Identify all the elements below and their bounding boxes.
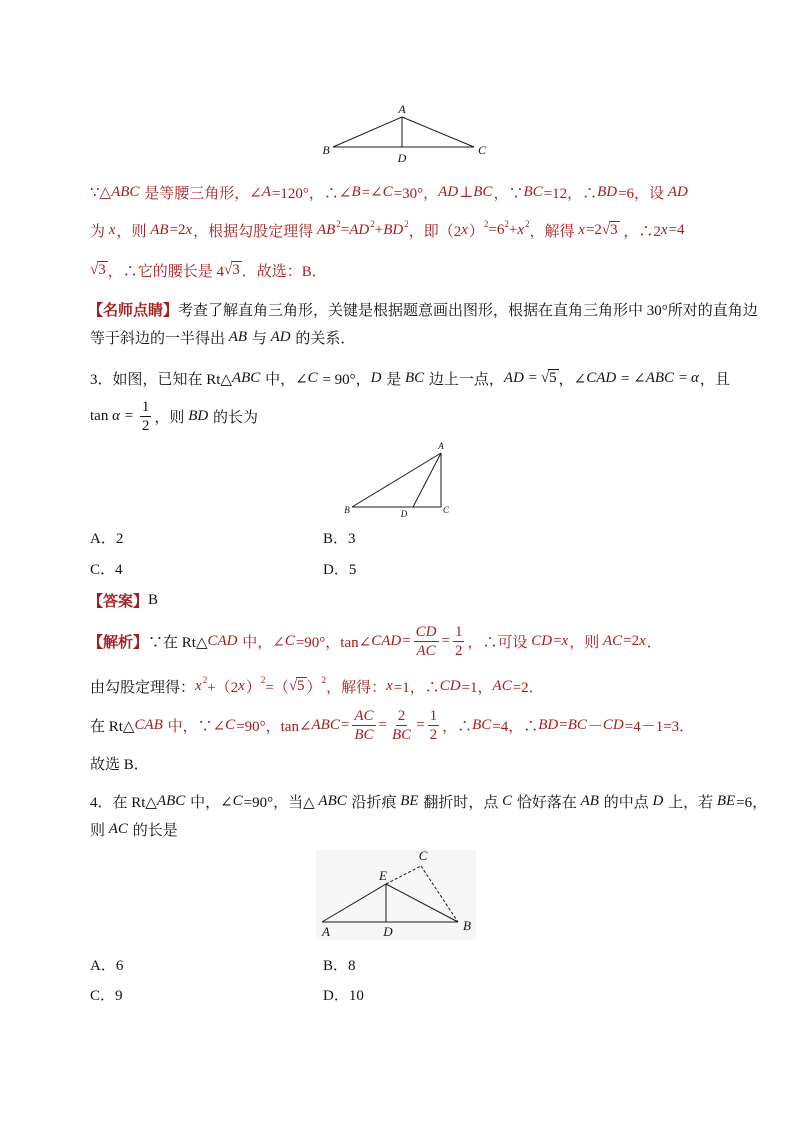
solution-line-2 [90, 210, 685, 250]
text: ，∴2 [619, 223, 661, 240]
solution-line-1 [90, 172, 689, 212]
side-ab [352, 453, 441, 507]
text: =12，∴ [543, 185, 598, 202]
text: 是 [382, 371, 405, 388]
numerator: 1 [141, 398, 150, 415]
variable: C [382, 183, 393, 200]
variable: A [261, 183, 271, 200]
variable: x [185, 221, 193, 238]
square-root [90, 261, 108, 279]
figure-right-triangle [340, 440, 455, 522]
text: ，∴它的腰长是 4 [107, 263, 224, 280]
text: =6 [488, 221, 505, 238]
fraction [414, 623, 439, 660]
variable: AB [580, 792, 599, 809]
label-d: D [400, 509, 408, 519]
text: =30°， [393, 185, 439, 202]
variable: CD [531, 632, 553, 649]
text: = [559, 716, 568, 733]
text: ） [245, 679, 261, 696]
text: ⊥ [459, 184, 474, 201]
text: = [524, 369, 541, 386]
superscript: 2 [504, 219, 509, 229]
variable: C [232, 792, 243, 809]
label-a: A [322, 924, 330, 939]
variable: C [225, 716, 236, 733]
denominator: 2 [141, 417, 150, 434]
variable: ABC [318, 792, 347, 809]
answer-tag: 【答案】 [88, 593, 149, 610]
text: =90°，当△ [243, 794, 319, 811]
text: 为 [90, 223, 109, 240]
option-d [323, 974, 364, 1014]
option-d [323, 548, 356, 588]
text: ∵在 Rt△ [148, 634, 208, 651]
label-e: E [379, 868, 387, 883]
tip-line-2 [90, 317, 355, 357]
option-label: D．5 [323, 561, 357, 578]
text: ，∠ [558, 371, 587, 388]
option-c [90, 974, 123, 1014]
text: ，根据勾股定理得 [193, 223, 317, 240]
variable: AB [150, 221, 169, 238]
text: 故选 B． [90, 756, 149, 773]
variable: x [517, 221, 525, 238]
text: =90°，tan∠ [295, 634, 372, 651]
variable: x [108, 221, 116, 238]
variable: D [652, 792, 664, 809]
text: = ∠ [617, 370, 646, 387]
variable: BC [472, 716, 492, 733]
tip-tag: 【名师点睛】 [88, 302, 179, 319]
text: =4 [668, 221, 685, 238]
square-root [541, 369, 559, 387]
radicand: √ 5 [297, 678, 305, 695]
variable: ABC [645, 369, 675, 386]
text: 中，∵∠ [163, 718, 226, 735]
option-label: C．9 [90, 987, 123, 1004]
text: 与 [248, 330, 271, 347]
variable: CAB [134, 716, 163, 733]
text: =2 [169, 221, 186, 238]
analysis-tag: 【解析】 [88, 634, 149, 651]
option-label: B．8 [323, 957, 356, 974]
variable: x [461, 221, 468, 238]
variable: CD [602, 716, 624, 733]
text: = [402, 632, 411, 649]
text: 考查了解直角三角形，关键是根据题意画出图形，根据在直角三角形中 30°所对的直角边 [178, 302, 758, 319]
answer-value: B [148, 591, 159, 608]
numerator: 1 [429, 707, 438, 724]
radicand: √ 3 [610, 222, 618, 239]
variable: x [660, 221, 668, 238]
variable: BE [400, 792, 419, 809]
text: 的中点 [599, 794, 653, 811]
text: = [340, 716, 350, 733]
variable: BD [538, 716, 559, 733]
variable: CAD [371, 632, 402, 649]
numerator: CD [415, 623, 437, 640]
text: ． [646, 634, 662, 651]
text: = [120, 407, 137, 424]
numerator: 1 [454, 623, 463, 640]
superscript: 2 [260, 675, 266, 685]
text: =4，∴ [492, 718, 539, 735]
text: － [587, 718, 603, 735]
text: 的长为 [209, 409, 258, 426]
variable: ABC [231, 369, 261, 386]
text: ） [468, 223, 484, 240]
label-d: D [383, 924, 393, 939]
text: ） [306, 679, 322, 696]
fraction [390, 707, 413, 744]
text: ，则 [154, 409, 189, 426]
variable: AD [667, 183, 688, 200]
text: 由勾股定理得： [90, 679, 196, 696]
text: = [675, 369, 692, 386]
label-d: D [397, 151, 407, 165]
variable: AB [228, 328, 248, 345]
text: 上，若 [664, 794, 717, 811]
text: 4．在 Rt△ [90, 794, 157, 811]
text: ，则 [116, 223, 151, 240]
variable: x [561, 632, 569, 649]
variable: BE [716, 792, 736, 809]
option-label: A．6 [90, 957, 124, 974]
text: =6， [736, 794, 768, 811]
text: 是等腰三角形，∠ [140, 185, 262, 202]
text: 则 [90, 822, 109, 839]
variable: C [307, 369, 318, 386]
variable: BC [473, 183, 493, 200]
superscript: 2 [336, 219, 341, 229]
text: =2 [585, 221, 602, 238]
variable: x [386, 677, 393, 694]
variable: C [502, 792, 513, 809]
variable: BC [567, 716, 587, 733]
text: = 90°， [318, 371, 371, 388]
variable: x [639, 632, 646, 649]
denominator: 2 [429, 726, 438, 743]
text: +（2 [207, 679, 239, 696]
variable: AC [492, 677, 512, 694]
variable: ABC [311, 716, 340, 733]
analysis-line-3 [90, 705, 694, 745]
variable: BC [404, 369, 425, 386]
side-ab [333, 117, 402, 147]
text: =（ [265, 679, 289, 696]
text: ，则 [569, 634, 603, 651]
text: =1，∴ [393, 679, 440, 696]
text: ，且 [699, 371, 730, 388]
figure-folded-triangle [314, 846, 480, 942]
variable: D [370, 369, 382, 386]
text: + [374, 221, 384, 238]
variable: AD [503, 369, 524, 386]
variable: ABC [156, 792, 186, 809]
numerator: 2 [397, 707, 406, 724]
label-b: B [463, 918, 471, 933]
label-c: C [442, 505, 450, 515]
variable: BD [597, 183, 618, 200]
variable: BD [188, 407, 209, 424]
problem-4-line-2 [90, 809, 178, 849]
text: =2． [512, 679, 544, 696]
superscript: 2 [202, 675, 208, 685]
variable: α [112, 407, 120, 424]
text: ，∴可设 [467, 634, 532, 651]
variable: B [351, 183, 361, 200]
text: =120°，∴∠ [271, 185, 352, 202]
variable: CD [439, 677, 461, 694]
text: 中，∠ [238, 634, 285, 651]
text: ，∴ [442, 718, 473, 735]
superscript: 2 [321, 675, 327, 685]
denominator: BC [354, 726, 374, 743]
square-root [224, 261, 242, 279]
variable: x [195, 677, 202, 694]
option-label: B．3 [323, 530, 356, 547]
text: = [340, 221, 350, 238]
denominator: 2 [454, 642, 463, 659]
variable: AB [316, 221, 336, 238]
text: 的长是 [128, 822, 178, 839]
answer-line [88, 580, 158, 620]
label-a: A [438, 441, 444, 451]
analysis-line-4 [90, 743, 149, 783]
text: 在 Rt△ [90, 718, 135, 735]
radicand: √ 5 [549, 370, 557, 387]
denominator: AC [416, 642, 436, 659]
text: 3．如图，已知在 Rt△ [90, 371, 232, 388]
text: 的关系． [291, 330, 356, 347]
text: = [553, 632, 562, 649]
text: =90°，tan∠ [236, 718, 312, 735]
text: =1， [461, 679, 493, 696]
text: 翻折时，点 [419, 794, 503, 811]
square-root [602, 221, 620, 239]
label-b: B [344, 505, 350, 515]
text: = [416, 716, 425, 733]
text: = [378, 716, 387, 733]
denominator: BC [391, 726, 412, 743]
fraction [453, 623, 465, 660]
text: 等于斜边的一半得出 [90, 330, 229, 347]
analysis-line-2 [90, 666, 544, 706]
text: =∠ [361, 184, 383, 201]
figure-background [316, 850, 476, 940]
variable: AC [602, 632, 623, 649]
text: ，∵ [493, 185, 524, 202]
text: =6，设 [618, 185, 668, 202]
radicand: √ 3 [98, 262, 106, 279]
fraction [352, 707, 375, 744]
label-a: A [398, 102, 406, 116]
text: =4－1=3． [624, 718, 695, 735]
radicand: √ 3 [232, 262, 240, 279]
variable: AC [108, 820, 128, 837]
variable: x [578, 221, 585, 238]
label-b: B [322, 143, 330, 157]
figure-isosceles-triangle [315, 98, 495, 168]
superscript: 2 [483, 219, 489, 229]
superscript: 2 [370, 219, 375, 229]
text: 恰好落在 [513, 794, 581, 811]
square-root [289, 677, 307, 695]
problem-4-line-1 [90, 781, 767, 821]
text: ，解得： [326, 679, 387, 696]
text: 边上一点， [425, 371, 504, 388]
side-ac [402, 117, 474, 147]
fraction [428, 707, 440, 744]
variable: α [691, 369, 699, 386]
label-c: C [418, 848, 428, 863]
option-label: C．4 [90, 561, 123, 578]
variable: C [284, 632, 295, 649]
variable: CAD [586, 369, 617, 386]
problem-3-line-1 [90, 358, 730, 398]
text: ．故选：B． [241, 263, 327, 280]
text: 沿折痕 [347, 794, 401, 811]
text: tan [90, 407, 113, 424]
problem-3-line-2 [90, 396, 258, 436]
text: 中，∠ [186, 794, 233, 811]
option-label: A．2 [90, 530, 124, 547]
variable: AD [349, 221, 370, 238]
solution-line-3 [90, 250, 327, 290]
text: ，即（2 [408, 223, 462, 240]
text: ∵△ [90, 184, 112, 201]
text: 中，∠ [261, 371, 308, 388]
text: = [441, 632, 450, 649]
text: + [508, 221, 518, 238]
variable: AD [270, 328, 291, 345]
variable: CAD [207, 632, 238, 649]
text: ，解得 [529, 223, 579, 240]
superscript: 2 [404, 219, 409, 229]
fraction [140, 398, 152, 435]
option-label: D．10 [323, 987, 364, 1004]
variable: BD [383, 221, 404, 238]
label-c: C [477, 143, 487, 157]
variable: BC [523, 183, 543, 200]
analysis-line-1 [88, 621, 662, 661]
text: =2 [623, 632, 640, 649]
variable: x [238, 677, 245, 694]
variable: AD [438, 183, 459, 200]
numerator: AC [354, 707, 374, 724]
variable: ABC [111, 183, 140, 200]
superscript: 2 [525, 219, 530, 229]
